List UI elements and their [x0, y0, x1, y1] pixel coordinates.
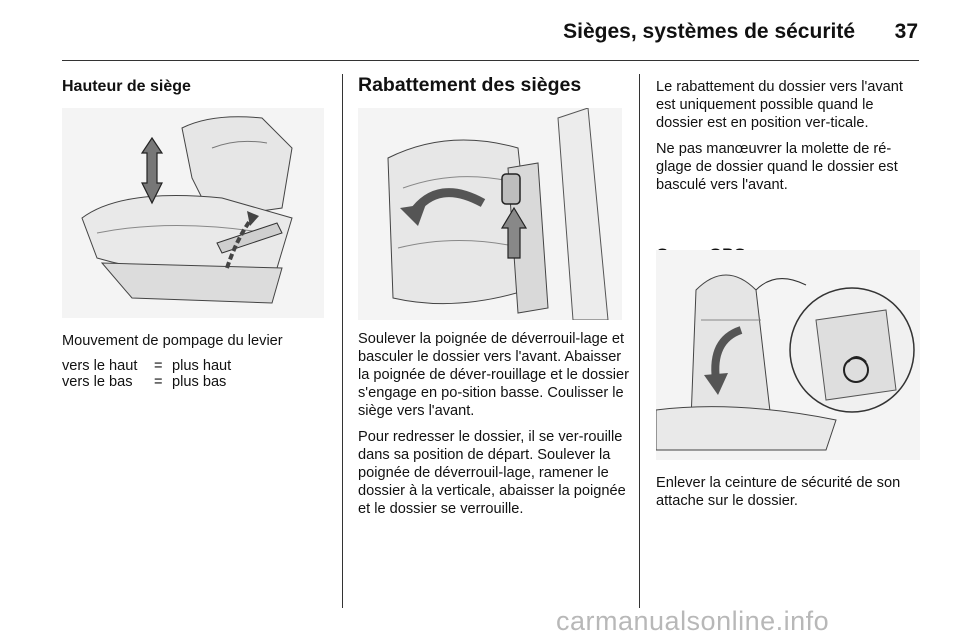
- definition-row: [62, 358, 231, 374]
- section-heading-seat-height: Hauteur de siège: [62, 78, 191, 95]
- column-divider-1: [342, 74, 343, 608]
- column-1-text: [62, 332, 332, 390]
- watermark-text: carmanualsonline.info: [556, 606, 830, 636]
- folding-paragraph-2: Pour redresser le dossier, il se ver-rouille dans sa position de départ. Soulever la poignée de déverrouil-lage, ramener le dossier à la verticale, abaisser la poignée et le dossier se verrouille.: [358, 429, 626, 517]
- corsa-opc-illustration: [656, 250, 920, 460]
- column-3-bottom-text: [656, 474, 922, 518]
- col3-paragraph-2: Ne pas manœuvrer la molette de ré-glage de dossier quand le dossier est basculé vers l'avant.: [656, 141, 898, 193]
- seat-height-illustration: [62, 108, 324, 318]
- folding-paragraph-1: Soulever la poignée de déverrouil-lage et basculer le dossier vers l'avant. Abaisser la poignée de déver-rouillage et le dossier s'engage en po-sition basse. Coulisser le siège vers l'avant.: [358, 331, 629, 419]
- definition-separator: =: [154, 374, 163, 390]
- col3-paragraph-1: Le rabattement du dossier vers l'avant est uniquement possible quand le dossier est en position ver-ticale.: [656, 79, 903, 131]
- section-heading-folding-seats: Rabattement des sièges: [358, 74, 582, 96]
- column-3-top-text: [656, 78, 922, 202]
- definition-row: [62, 374, 231, 390]
- definition-value: plus bas: [172, 374, 227, 390]
- column-divider-2: [639, 74, 640, 608]
- definition-term: vers le haut: [62, 358, 138, 374]
- column-1: [62, 76, 330, 96]
- page-number: 37: [894, 20, 918, 43]
- header-divider: [62, 60, 919, 61]
- definition-value: plus haut: [172, 358, 232, 374]
- column-2-heading-wrap: [358, 76, 628, 94]
- column-2-text: [358, 330, 632, 526]
- definition-term: vers le bas: [62, 374, 133, 390]
- seat-folding-illustration: [358, 108, 622, 320]
- definition-separator: =: [154, 358, 163, 374]
- page-header-title: Sièges, systèmes de sécurité: [563, 20, 855, 43]
- definition-list: [62, 358, 231, 390]
- col3-paragraph-3: Enlever la ceinture de sécurité de son attache sur le dossier.: [656, 475, 901, 509]
- seat-height-caption: Mouvement de pompage du levier: [62, 333, 283, 349]
